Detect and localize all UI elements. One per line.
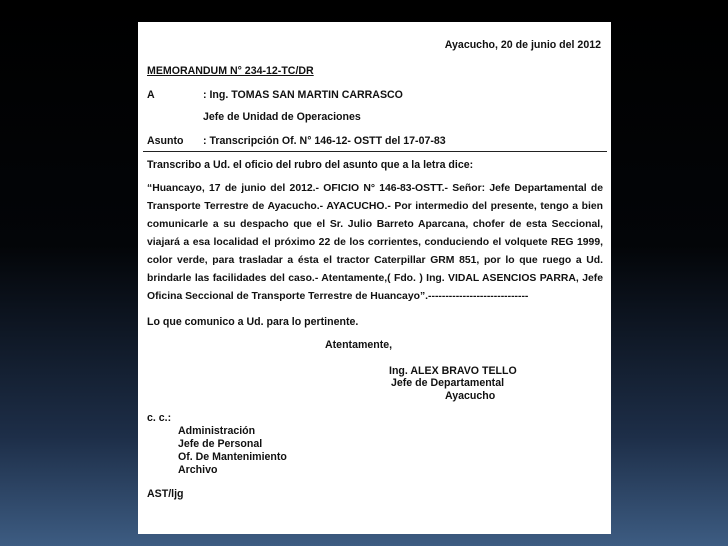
cc-item: Administración <box>178 425 256 438</box>
memo-document <box>138 22 611 534</box>
signer-title: Jefe de Departamental <box>391 377 505 390</box>
addressee-label: A <box>147 89 155 102</box>
subject-label: Asunto <box>147 134 184 147</box>
salutation: Atentamente, <box>325 338 393 351</box>
cc-list <box>147 425 603 476</box>
cc-item: Archivo <box>178 463 218 476</box>
addressee-role: Jefe de Unidad de Operaciones <box>203 111 361 124</box>
reference-initials: AST/ljg <box>147 488 184 501</box>
cc-item: Jefe de Personal <box>178 438 263 451</box>
transcribed-letter-body: “Huancayo, 17 de junio del 2012.- OFICIO N° 146-83-OSTT.- Señor: Jefe Departamental de Transporte Terrestre de Ayacucho.- AYACUCHO.- Por intermedio del presente, tengo a bien comunicarle a su despacho que el Sr. Julio Barreto Aparcana, chofer de esta Seccional, viajará a esa localidad el próximo 22 de los corrientes, conduciendo el volquete REG 1999, color verde, para trasladar a ésta el tractor Caterpillar GRM 851, por lo que ruego a Ud. brindarle las facilidades del caso.- Atentamente,( Fdo. ) Ing. VIDAL ASENCIOS PARRA, Jefe Oficina Seccional de Transporte Terrestre de Huancayo”.----------------------------- <box>147 183 603 303</box>
cc-item: Of. De Mantenimiento <box>178 450 287 463</box>
signer-name: Ing. ALEX BRAVO TELLO <box>389 364 517 377</box>
signer-city: Ayacucho <box>445 390 496 403</box>
memo-date: Ayacucho, 20 de junio del 2012 <box>444 39 601 51</box>
addressee-row <box>147 89 603 102</box>
closing-note: Lo que comunico a Ud. para lo pertinente. <box>147 316 359 329</box>
transcription-intro: Transcribo a Ud. el oficio del rubro del asunto que a la letra dice: <box>147 158 474 171</box>
header-divider <box>143 151 607 152</box>
addressee-name: : Ing. TOMAS SAN MARTIN CARRASCO <box>203 89 403 102</box>
memo-title: MEMORANDUM N° 234-12-TC/DR <box>147 64 314 77</box>
cc-label: c. c.: <box>147 411 172 424</box>
subject-value: : Transcripción Of. N° 146-12- OSTT del 17-07-83 <box>203 134 446 147</box>
signature-block <box>147 365 603 403</box>
subject-row <box>147 135 603 148</box>
